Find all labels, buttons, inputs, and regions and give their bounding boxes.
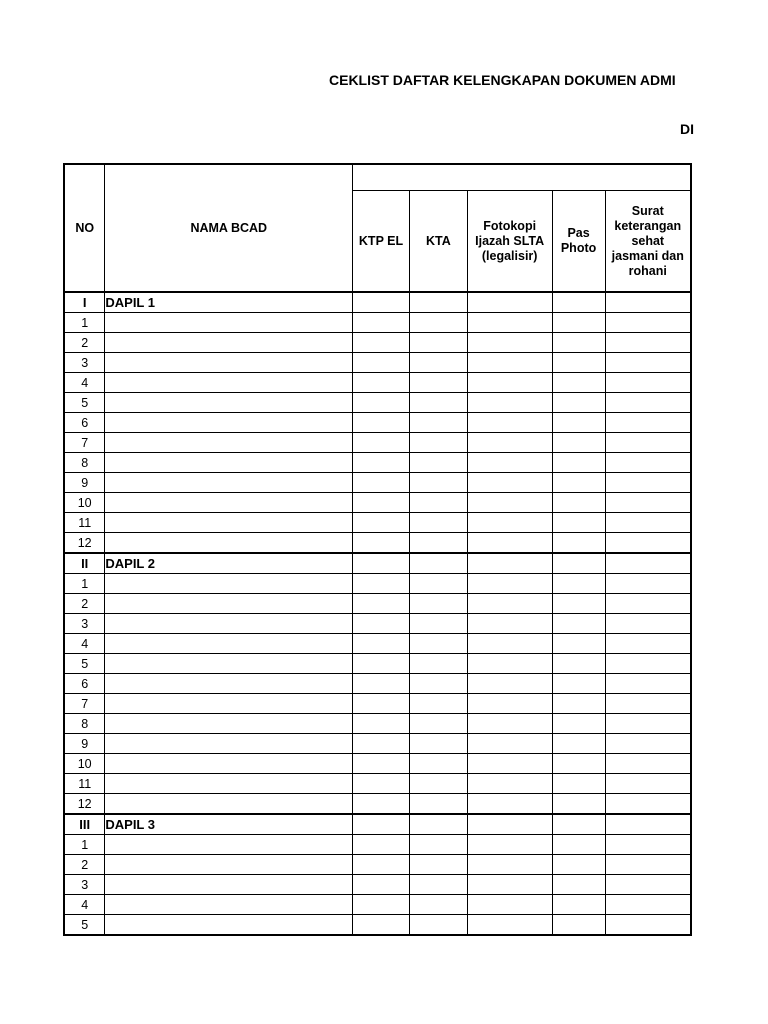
check-cell[interactable] (353, 714, 410, 734)
table-row (64, 694, 691, 714)
check-cell[interactable] (467, 292, 552, 313)
check-cell[interactable] (605, 513, 691, 533)
row-number: 3 (64, 875, 105, 895)
check-cell[interactable] (467, 533, 552, 554)
check-cell[interactable] (353, 594, 410, 614)
check-cell[interactable] (552, 292, 605, 313)
check-cell[interactable] (605, 835, 691, 855)
row-number: 6 (64, 413, 105, 433)
header-name: NAMA BCAD (105, 164, 353, 292)
document-subtitle: DI (680, 121, 694, 137)
name-cell[interactable] (105, 353, 353, 373)
check-cell[interactable] (353, 835, 410, 855)
name-cell[interactable] (105, 513, 353, 533)
check-cell[interactable] (605, 634, 691, 654)
check-cell[interactable] (409, 333, 467, 353)
check-cell[interactable] (552, 574, 605, 594)
name-cell[interactable] (105, 473, 353, 493)
check-cell[interactable] (467, 654, 552, 674)
table-row (64, 353, 691, 373)
name-cell[interactable] (105, 413, 353, 433)
check-cell[interactable] (353, 353, 410, 373)
check-cell[interactable] (353, 774, 410, 794)
table-row (64, 313, 691, 333)
check-cell[interactable] (353, 875, 410, 895)
name-cell[interactable] (105, 835, 353, 855)
check-cell[interactable] (467, 594, 552, 614)
document-title: CEKLIST DAFTAR KELENGKAPAN DOKUMEN ADMI (329, 72, 676, 88)
check-cell[interactable] (353, 654, 410, 674)
check-cell[interactable] (409, 774, 467, 794)
table-row (64, 493, 691, 513)
check-cell[interactable] (467, 694, 552, 714)
check-cell[interactable] (467, 794, 552, 815)
name-cell[interactable] (105, 594, 353, 614)
check-cell[interactable] (467, 734, 552, 754)
check-cell[interactable] (353, 734, 410, 754)
check-cell[interactable] (605, 814, 691, 835)
check-cell[interactable] (409, 574, 467, 594)
check-cell[interactable] (353, 292, 410, 313)
check-cell[interactable] (409, 313, 467, 333)
section-number: I (64, 292, 105, 313)
header-kta: KTA (409, 191, 467, 292)
check-cell[interactable] (409, 292, 467, 313)
check-cell[interactable] (409, 413, 467, 433)
table-row (64, 473, 691, 493)
check-cell[interactable] (353, 915, 410, 936)
row-number: 9 (64, 473, 105, 493)
name-cell[interactable] (105, 533, 353, 554)
check-cell[interactable] (353, 754, 410, 774)
check-cell[interactable] (605, 895, 691, 915)
table-row (64, 855, 691, 875)
check-cell[interactable] (605, 714, 691, 734)
check-cell[interactable] (552, 694, 605, 714)
row-number: 12 (64, 794, 105, 815)
table-row (64, 734, 691, 754)
section-number: II (64, 553, 105, 574)
table-row (64, 393, 691, 413)
check-cell[interactable] (353, 694, 410, 714)
check-cell[interactable] (409, 594, 467, 614)
check-cell[interactable] (552, 814, 605, 835)
name-cell[interactable] (105, 855, 353, 875)
check-cell[interactable] (552, 333, 605, 353)
name-cell[interactable] (105, 694, 353, 714)
check-cell[interactable] (605, 694, 691, 714)
check-cell[interactable] (605, 313, 691, 333)
check-cell[interactable] (552, 895, 605, 915)
header-surat-sehat: Surat keterangan sehat jasmani dan rohani (605, 191, 691, 292)
check-cell[interactable] (605, 453, 691, 473)
check-cell[interactable] (467, 513, 552, 533)
check-cell[interactable] (552, 373, 605, 393)
row-number: 4 (64, 373, 105, 393)
check-cell[interactable] (353, 473, 410, 493)
check-cell[interactable] (467, 493, 552, 513)
table-row (64, 513, 691, 533)
row-number: 3 (64, 353, 105, 373)
check-cell[interactable] (353, 855, 410, 875)
row-number: 12 (64, 533, 105, 554)
row-number: 5 (64, 393, 105, 413)
check-cell[interactable] (467, 473, 552, 493)
check-cell[interactable] (605, 433, 691, 453)
check-cell[interactable] (467, 413, 552, 433)
check-cell[interactable] (467, 353, 552, 373)
table-row (64, 915, 691, 936)
check-cell[interactable] (605, 614, 691, 634)
table-row (64, 333, 691, 353)
name-cell[interactable] (105, 714, 353, 734)
check-cell[interactable] (552, 393, 605, 413)
table-row (64, 433, 691, 453)
check-cell[interactable] (353, 433, 410, 453)
name-cell[interactable] (105, 313, 353, 333)
check-cell[interactable] (552, 714, 605, 734)
name-cell[interactable] (105, 614, 353, 634)
row-number: 1 (64, 313, 105, 333)
check-cell[interactable] (467, 313, 552, 333)
check-cell[interactable] (409, 493, 467, 513)
section-row (64, 553, 691, 574)
check-cell[interactable] (552, 754, 605, 774)
check-cell[interactable] (552, 453, 605, 473)
check-cell[interactable] (409, 453, 467, 473)
check-cell[interactable] (552, 553, 605, 574)
name-cell[interactable] (105, 875, 353, 895)
row-number: 4 (64, 634, 105, 654)
table-row (64, 774, 691, 794)
check-cell[interactable] (467, 674, 552, 694)
row-number: 1 (64, 574, 105, 594)
check-cell[interactable] (552, 594, 605, 614)
table-row (64, 835, 691, 855)
check-cell[interactable] (467, 754, 552, 774)
check-cell[interactable] (605, 774, 691, 794)
check-cell[interactable] (605, 855, 691, 875)
check-cell[interactable] (552, 533, 605, 554)
row-number: 1 (64, 835, 105, 855)
check-cell[interactable] (409, 634, 467, 654)
check-cell[interactable] (605, 333, 691, 353)
name-cell[interactable] (105, 333, 353, 353)
row-number: 8 (64, 453, 105, 473)
check-cell[interactable] (409, 694, 467, 714)
table-row (64, 794, 691, 815)
check-cell[interactable] (467, 453, 552, 473)
name-cell[interactable] (105, 493, 353, 513)
check-cell[interactable] (605, 674, 691, 694)
check-cell[interactable] (409, 875, 467, 895)
row-number: 9 (64, 734, 105, 754)
check-cell[interactable] (409, 814, 467, 835)
name-cell[interactable] (105, 393, 353, 413)
check-cell[interactable] (467, 393, 552, 413)
check-cell[interactable] (353, 574, 410, 594)
check-cell[interactable] (605, 594, 691, 614)
row-number: 3 (64, 614, 105, 634)
check-cell[interactable] (552, 835, 605, 855)
check-cell[interactable] (467, 774, 552, 794)
check-cell[interactable] (353, 313, 410, 333)
check-cell[interactable] (467, 875, 552, 895)
name-cell[interactable] (105, 774, 353, 794)
check-cell[interactable] (605, 393, 691, 413)
check-cell[interactable] (353, 553, 410, 574)
table-row (64, 574, 691, 594)
check-cell[interactable] (605, 734, 691, 754)
check-cell[interactable] (552, 493, 605, 513)
check-cell[interactable] (552, 634, 605, 654)
checklist-table (63, 163, 692, 936)
row-number: 4 (64, 895, 105, 915)
check-cell[interactable] (467, 333, 552, 353)
check-cell[interactable] (353, 674, 410, 694)
table-row (64, 413, 691, 433)
table-row (64, 634, 691, 654)
check-cell[interactable] (605, 373, 691, 393)
check-cell[interactable] (467, 855, 552, 875)
check-cell[interactable] (467, 574, 552, 594)
check-cell[interactable] (605, 875, 691, 895)
check-cell[interactable] (409, 674, 467, 694)
check-cell[interactable] (467, 915, 552, 936)
header-group (353, 164, 691, 191)
check-cell[interactable] (353, 413, 410, 433)
check-cell[interactable] (552, 313, 605, 333)
check-cell[interactable] (552, 353, 605, 373)
check-cell[interactable] (552, 513, 605, 533)
check-cell[interactable] (409, 794, 467, 815)
name-cell[interactable] (105, 453, 353, 473)
table-row (64, 373, 691, 393)
table-row (64, 533, 691, 554)
table-row (64, 714, 691, 734)
check-cell[interactable] (467, 433, 552, 453)
check-cell[interactable] (467, 895, 552, 915)
check-cell[interactable] (467, 814, 552, 835)
row-number: 10 (64, 493, 105, 513)
check-cell[interactable] (552, 433, 605, 453)
row-number: 7 (64, 694, 105, 714)
check-cell[interactable] (605, 794, 691, 815)
row-number: 10 (64, 754, 105, 774)
name-cell[interactable] (105, 895, 353, 915)
check-cell[interactable] (552, 413, 605, 433)
table-row (64, 614, 691, 634)
check-cell[interactable] (409, 614, 467, 634)
row-number: 2 (64, 333, 105, 353)
check-cell[interactable] (552, 614, 605, 634)
check-cell[interactable] (409, 654, 467, 674)
name-cell[interactable] (105, 674, 353, 694)
check-cell[interactable] (467, 634, 552, 654)
check-cell[interactable] (409, 714, 467, 734)
check-cell[interactable] (552, 654, 605, 674)
table-row (64, 594, 691, 614)
check-cell[interactable] (353, 533, 410, 554)
row-number: 2 (64, 594, 105, 614)
check-cell[interactable] (467, 714, 552, 734)
check-cell[interactable] (353, 453, 410, 473)
check-cell[interactable] (605, 353, 691, 373)
table-row (64, 895, 691, 915)
check-cell[interactable] (552, 774, 605, 794)
section-number: III (64, 814, 105, 835)
name-cell[interactable] (105, 754, 353, 774)
row-number: 5 (64, 654, 105, 674)
check-cell[interactable] (353, 393, 410, 413)
check-cell[interactable] (353, 493, 410, 513)
row-number: 2 (64, 855, 105, 875)
check-cell[interactable] (467, 373, 552, 393)
check-cell[interactable] (552, 674, 605, 694)
table-row (64, 674, 691, 694)
section-name: DAPIL 1 (105, 292, 353, 313)
check-cell[interactable] (353, 333, 410, 353)
check-cell[interactable] (552, 473, 605, 493)
check-cell[interactable] (409, 553, 467, 574)
check-cell[interactable] (353, 373, 410, 393)
name-cell[interactable] (105, 654, 353, 674)
name-cell[interactable] (105, 373, 353, 393)
check-cell[interactable] (552, 794, 605, 815)
check-cell[interactable] (409, 433, 467, 453)
check-cell[interactable] (409, 373, 467, 393)
check-cell[interactable] (353, 794, 410, 815)
check-cell[interactable] (409, 393, 467, 413)
section-name: DAPIL 3 (105, 814, 353, 835)
check-cell[interactable] (605, 754, 691, 774)
check-cell[interactable] (605, 915, 691, 936)
check-cell[interactable] (409, 473, 467, 493)
row-number: 11 (64, 513, 105, 533)
check-cell[interactable] (409, 513, 467, 533)
check-cell[interactable] (467, 614, 552, 634)
check-cell[interactable] (409, 855, 467, 875)
check-cell[interactable] (467, 553, 552, 574)
check-cell[interactable] (552, 875, 605, 895)
header-ktp-el: KTP EL (353, 191, 410, 292)
check-cell[interactable] (409, 915, 467, 936)
row-number: 5 (64, 915, 105, 936)
name-cell[interactable] (105, 794, 353, 815)
check-cell[interactable] (409, 754, 467, 774)
row-number: 8 (64, 714, 105, 734)
section-row (64, 814, 691, 835)
header-no: NO (64, 164, 105, 292)
row-number: 7 (64, 433, 105, 453)
name-cell[interactable] (105, 634, 353, 654)
check-cell[interactable] (353, 895, 410, 915)
table-row (64, 875, 691, 895)
section-name: DAPIL 2 (105, 553, 353, 574)
check-cell[interactable] (605, 493, 691, 513)
row-number: 11 (64, 774, 105, 794)
name-cell[interactable] (105, 915, 353, 936)
check-cell[interactable] (605, 654, 691, 674)
check-cell[interactable] (605, 533, 691, 554)
check-cell[interactable] (353, 634, 410, 654)
check-cell[interactable] (605, 292, 691, 313)
check-cell[interactable] (409, 533, 467, 554)
check-cell[interactable] (409, 734, 467, 754)
check-cell[interactable] (353, 814, 410, 835)
check-cell[interactable] (552, 734, 605, 754)
name-cell[interactable] (105, 433, 353, 453)
section-row (64, 292, 691, 313)
check-cell[interactable] (605, 473, 691, 493)
table-row (64, 754, 691, 774)
check-cell[interactable] (552, 855, 605, 875)
row-number: 6 (64, 674, 105, 694)
check-cell[interactable] (409, 353, 467, 373)
check-cell[interactable] (409, 895, 467, 915)
header-pas-photo: Pas Photo (552, 191, 605, 292)
header-ijazah: Fotokopi Ijazah SLTA (legalisir) (467, 191, 552, 292)
check-cell[interactable] (605, 574, 691, 594)
check-cell[interactable] (552, 915, 605, 936)
name-cell[interactable] (105, 574, 353, 594)
check-cell[interactable] (467, 835, 552, 855)
table-row (64, 654, 691, 674)
check-cell[interactable] (353, 513, 410, 533)
check-cell[interactable] (605, 553, 691, 574)
check-cell[interactable] (605, 413, 691, 433)
table-row (64, 453, 691, 473)
check-cell[interactable] (353, 614, 410, 634)
name-cell[interactable] (105, 734, 353, 754)
check-cell[interactable] (409, 835, 467, 855)
